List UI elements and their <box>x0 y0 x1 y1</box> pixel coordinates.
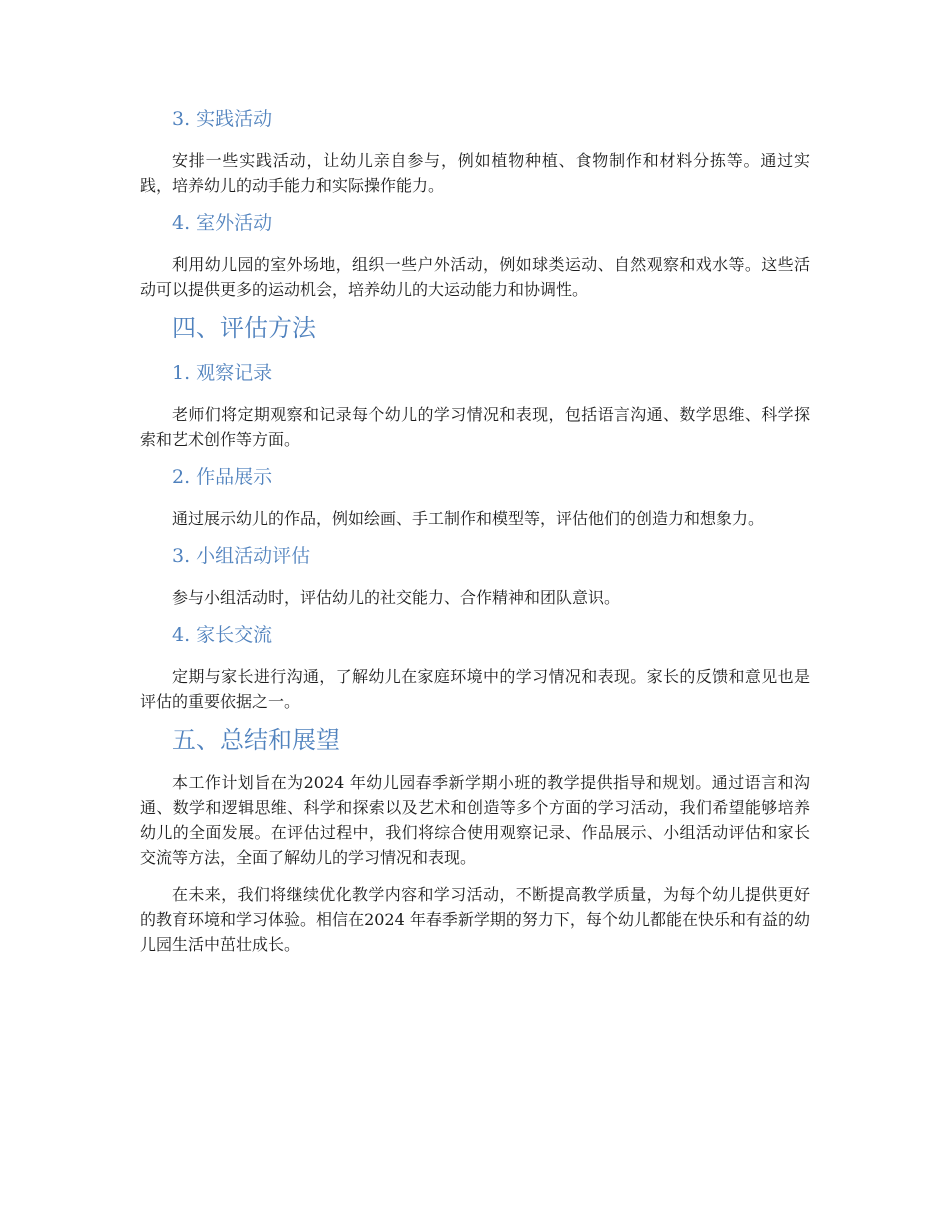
paragraph-group-evaluation: 参与小组活动时，评估幼儿的社交能力、合作精神和团队意识。 <box>172 588 621 607</box>
paragraph-works-display: 通过展示幼儿的作品，例如绘画、手工制作和模型等，评估他们的创造力和想象力。 <box>172 509 765 528</box>
paragraph-parent-communication: 定期与家长进行沟通，了解幼儿在家庭环境中的学习情况和表现。家长的反馈和意见也是评估的重要依据之一。 <box>140 667 810 711</box>
heading-evaluation-methods: 四、评估方法 <box>172 314 316 342</box>
document-body <box>140 104 810 957</box>
heading-outdoor-activities: 4. 室外活动 <box>172 212 273 234</box>
paragraph-outdoor-activities: 利用幼儿园的室外场地，组织一些户外活动，例如球类运动、自然观察和戏水等。这些活动可以提供更多的运动机会，培养幼儿的大运动能力和协调性。 <box>140 255 810 299</box>
heading-observation-records: 1. 观察记录 <box>172 362 273 384</box>
heading-works-display: 2. 作品展示 <box>172 466 273 488</box>
paragraph-observation-records: 老师们将定期观察和记录每个幼儿的学习情况和表现，包括语言沟通、数学思维、科学探索和艺术创作等方面。 <box>140 405 810 449</box>
paragraph-summary-1: 本工作计划旨在为2024 年幼儿园春季新学期小班的教学提供指导和规划。通过语言和沟通、数学和逻辑思维、科学和探索以及艺术和创造等多个方面的学习活动，我们希望能够培养幼儿的全面发展。在评估过程中，我们将综合使用观察记录、作品展示、小组活动评估和家长交流等方法，全面了解幼儿的学习情况和表现。 <box>140 773 810 867</box>
heading-parent-communication: 4. 家长交流 <box>172 624 273 646</box>
heading-practice-activities: 3. 实践活动 <box>172 108 273 130</box>
paragraph-practice-activities: 安排一些实践活动，让幼儿亲自参与，例如植物种植、食物制作和材料分拣等。通过实践，培养幼儿的动手能力和实际操作能力。 <box>140 151 810 195</box>
heading-group-evaluation: 3. 小组活动评估 <box>172 545 311 567</box>
paragraph-summary-2: 在未来，我们将继续优化教学内容和学习活动，不断提高教学质量，为每个幼儿提供更好的教育环境和学习体验。相信在2024 年春季新学期的努力下，每个幼儿都能在快乐和有益的幼儿园生活中茁壮成长。 <box>140 885 810 954</box>
heading-summary-outlook: 五、总结和展望 <box>172 726 340 754</box>
